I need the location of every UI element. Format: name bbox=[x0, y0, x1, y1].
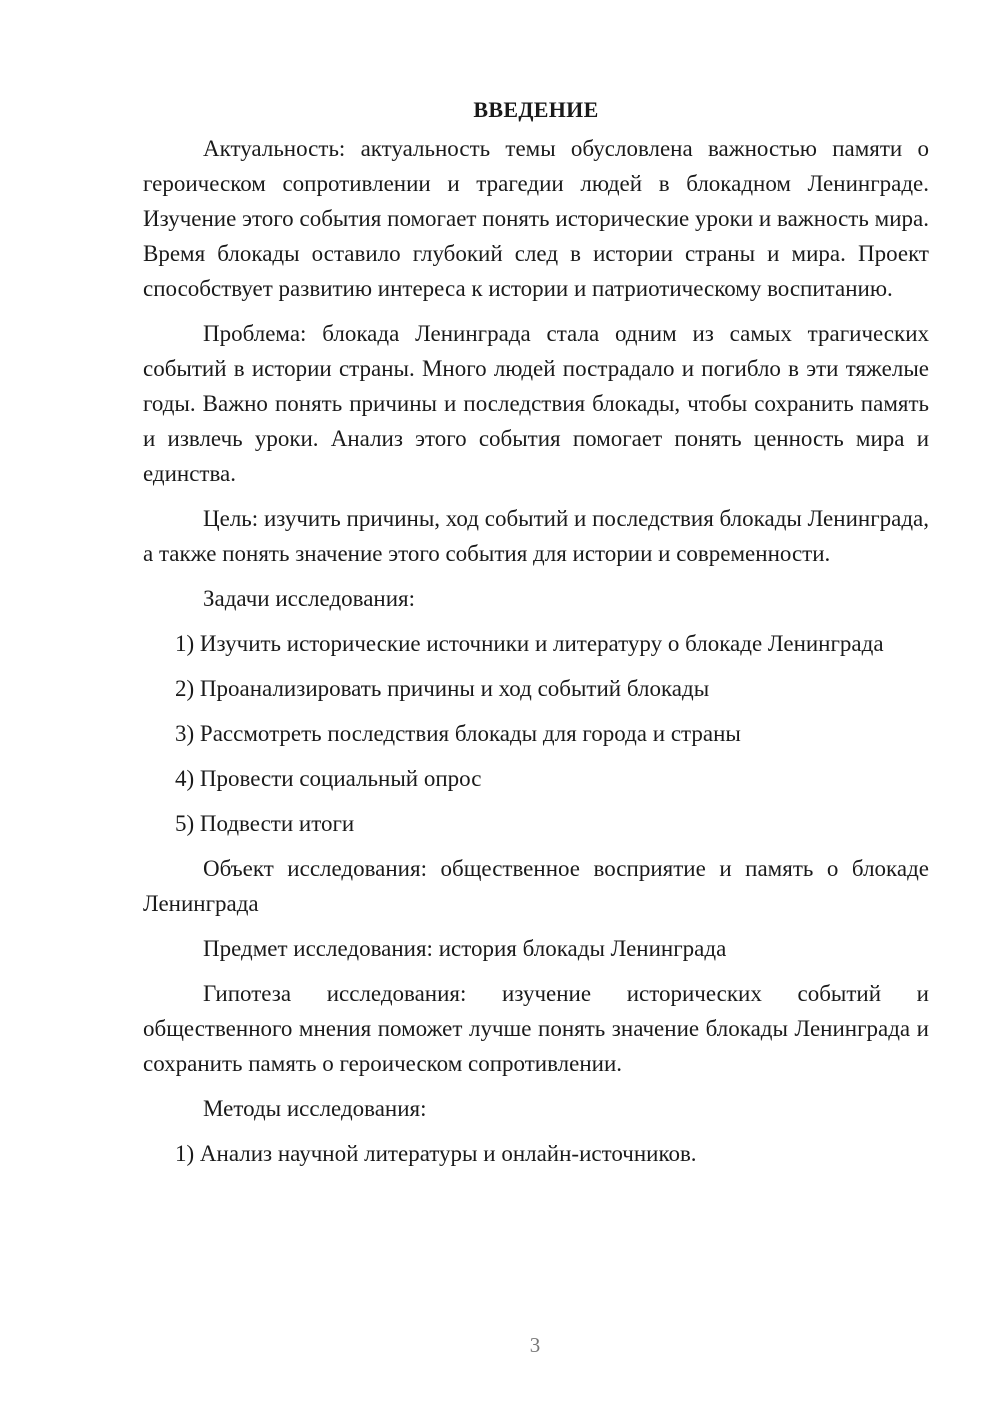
task-item-5: 5) Подвести итоги bbox=[175, 811, 355, 836]
method-item-1: 1) Анализ научной литературы и онлайн-источников. bbox=[175, 1141, 697, 1166]
object-paragraph: Объект исследования: общественное восприятие и память о блокаде Ленинграда bbox=[143, 856, 929, 916]
task-item-3: 3) Рассмотреть последствия блокады для города и страны bbox=[175, 721, 741, 746]
tasks-heading: Задачи исследования: bbox=[203, 586, 416, 611]
relevance-paragraph: Актуальность: актуальность темы обусловлена важностью памяти о героическом сопротивлении и трагедии людей в блокадном Ленинграде. Изучение этого события помогает понять исторические уроки и важность мира. Время блокады оставило глубокий след в истории страны и мира. Проект способствует развитию интереса к истории и патриотическому воспитанию. bbox=[143, 136, 929, 301]
subject-paragraph: Предмет исследования: история блокады Ленинграда bbox=[203, 936, 727, 961]
page-number: 3 bbox=[529, 1333, 541, 1357]
methods-heading: Методы исследования: bbox=[203, 1096, 427, 1121]
problem-paragraph: Проблема: блокада Ленинграда стала одним из самых трагических событий в истории страны. Много людей пострадало и погибло в эти тяжелые годы. Важно понять причины и последствия блокады, чтобы сохранить память и извлечь уроки. Анализ этого события помогает понять ценность мира и единства. bbox=[143, 321, 929, 486]
hypothesis-paragraph: Гипотеза исследования: изучение исторических событий и общественного мнения поможет лучше понять значение блокады Ленинграда и сохранить память о героическом сопротивлении. bbox=[143, 981, 929, 1076]
task-item-2: 2) Проанализировать причины и ход событий блокады bbox=[175, 676, 710, 701]
section-title: ВВЕДЕНИЕ bbox=[473, 97, 599, 122]
task-item-4: 4) Провести социальный опрос bbox=[175, 766, 482, 791]
document-page bbox=[143, 92, 929, 1181]
task-item-1: 1) Изучить исторические источники и литературу о блокаде Ленинграда bbox=[175, 631, 884, 656]
goal-paragraph: Цель: изучить причины, ход событий и последствия блокады Ленинграда, а также понять значение этого события для истории и современности. bbox=[143, 506, 929, 566]
